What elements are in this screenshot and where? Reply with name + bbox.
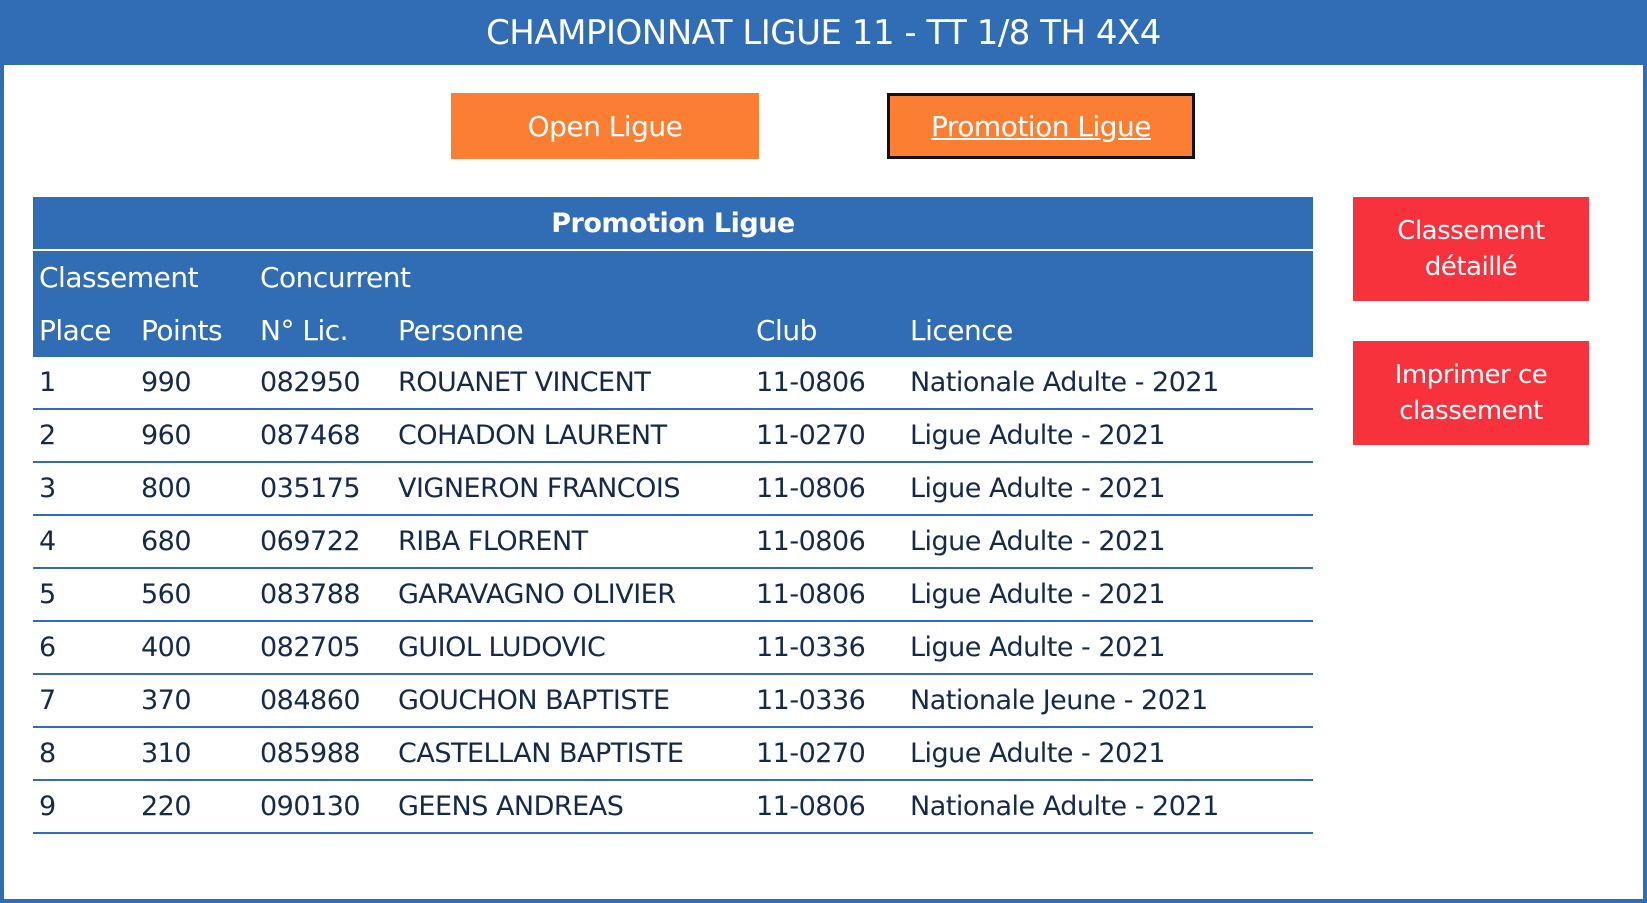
cell-club: 11-0806 xyxy=(756,791,866,822)
cell-personne: RIBA FLORENT xyxy=(398,526,588,557)
cell-lic: 087468 xyxy=(260,420,361,451)
table-title-text: Promotion Ligue xyxy=(551,207,795,239)
cell-personne: GEENS ANDREAS xyxy=(398,791,624,822)
cell-licence: Nationale Jeune - 2021 xyxy=(910,685,1208,716)
cell-lic: 069722 xyxy=(260,526,361,557)
column-header-club: Club xyxy=(756,314,817,347)
group-header-row xyxy=(33,251,1313,304)
cell-place: 1 xyxy=(39,367,56,398)
cell-licence: Ligue Adulte - 2021 xyxy=(910,526,1166,557)
cell-place: 4 xyxy=(39,526,56,557)
cell-place: 8 xyxy=(39,738,56,769)
column-header-licence: Licence xyxy=(910,314,1013,347)
cell-licence: Ligue Adulte - 2021 xyxy=(910,632,1166,663)
group-header-classement: Classement xyxy=(39,261,199,294)
cell-place: 6 xyxy=(39,632,56,663)
cell-licence: Ligue Adulte - 2021 xyxy=(910,473,1166,504)
table-row xyxy=(33,728,1313,781)
tab-open-ligue-label: Open Ligue xyxy=(527,109,683,143)
cell-points: 960 xyxy=(141,420,192,451)
cell-club: 11-0270 xyxy=(756,420,866,451)
column-header-place: Place xyxy=(39,314,111,347)
table-row xyxy=(33,463,1313,516)
ranking-table xyxy=(33,197,1313,834)
cell-licence: Ligue Adulte - 2021 xyxy=(910,420,1166,451)
cell-points: 310 xyxy=(141,738,192,769)
cell-place: 7 xyxy=(39,685,56,716)
cell-place: 5 xyxy=(39,579,56,610)
cell-personne: VIGNERON FRANCOIS xyxy=(398,473,680,504)
cell-licence: Nationale Adulte - 2021 xyxy=(910,791,1219,822)
cell-club: 11-0270 xyxy=(756,738,866,769)
cell-points: 220 xyxy=(141,791,192,822)
cell-licence: Ligue Adulte - 2021 xyxy=(910,579,1166,610)
column-header-lic: N° Lic. xyxy=(260,314,349,347)
table-row xyxy=(33,781,1313,834)
cell-points: 680 xyxy=(141,526,192,557)
table-title xyxy=(33,197,1313,251)
tab-promotion-ligue-label: Promotion Ligue xyxy=(931,109,1151,143)
cell-place: 2 xyxy=(39,420,56,451)
detailed-ranking-button[interactable] xyxy=(1353,197,1589,301)
page-title-text: CHAMPIONNAT LIGUE 11 - TT 1/8 TH 4X4 xyxy=(486,12,1161,53)
table-row xyxy=(33,622,1313,675)
print-ranking-label: Imprimer ce classement xyxy=(1394,360,1548,426)
cell-club: 11-0336 xyxy=(756,632,866,663)
cell-club: 11-0336 xyxy=(756,685,866,716)
cell-points: 370 xyxy=(141,685,192,716)
cell-personne: GUIOL LUDOVIC xyxy=(398,632,606,663)
cell-personne: GARAVAGNO OLIVIER xyxy=(398,579,676,610)
cell-lic: 084860 xyxy=(260,685,361,716)
cell-personne: GOUCHON BAPTISTE xyxy=(398,685,670,716)
cell-licence: Nationale Adulte - 2021 xyxy=(910,367,1219,398)
tab-promotion-ligue[interactable] xyxy=(887,93,1195,159)
table-row xyxy=(33,357,1313,410)
cell-place: 3 xyxy=(39,473,56,504)
cell-place: 9 xyxy=(39,791,56,822)
cell-licence: Ligue Adulte - 2021 xyxy=(910,738,1166,769)
cell-lic: 082950 xyxy=(260,367,361,398)
column-header-points: Points xyxy=(141,314,223,347)
cell-club: 11-0806 xyxy=(756,579,866,610)
print-ranking-button[interactable] xyxy=(1353,341,1589,445)
tab-open-ligue[interactable] xyxy=(451,93,759,159)
table-row xyxy=(33,569,1313,622)
cell-points: 560 xyxy=(141,579,192,610)
cell-personne: COHADON LAURENT xyxy=(398,420,667,451)
table-row xyxy=(33,516,1313,569)
cell-points: 800 xyxy=(141,473,192,504)
cell-points: 400 xyxy=(141,632,192,663)
cell-lic: 083788 xyxy=(260,579,361,610)
cell-club: 11-0806 xyxy=(756,526,866,557)
detailed-ranking-label: Classement détaillé xyxy=(1397,216,1545,282)
page-title xyxy=(0,0,1647,65)
table-row xyxy=(33,410,1313,463)
cell-lic: 085988 xyxy=(260,738,361,769)
table-row xyxy=(33,675,1313,728)
column-header-row xyxy=(33,304,1313,357)
cell-personne: CASTELLAN BAPTISTE xyxy=(398,738,684,769)
cell-personne: ROUANET VINCENT xyxy=(398,367,651,398)
cell-club: 11-0806 xyxy=(756,473,866,504)
cell-points: 990 xyxy=(141,367,192,398)
cell-lic: 090130 xyxy=(260,791,361,822)
cell-lic: 035175 xyxy=(260,473,361,504)
cell-club: 11-0806 xyxy=(756,367,866,398)
column-header-personne: Personne xyxy=(398,314,524,347)
group-header-concurrent: Concurrent xyxy=(260,261,411,294)
cell-lic: 082705 xyxy=(260,632,361,663)
